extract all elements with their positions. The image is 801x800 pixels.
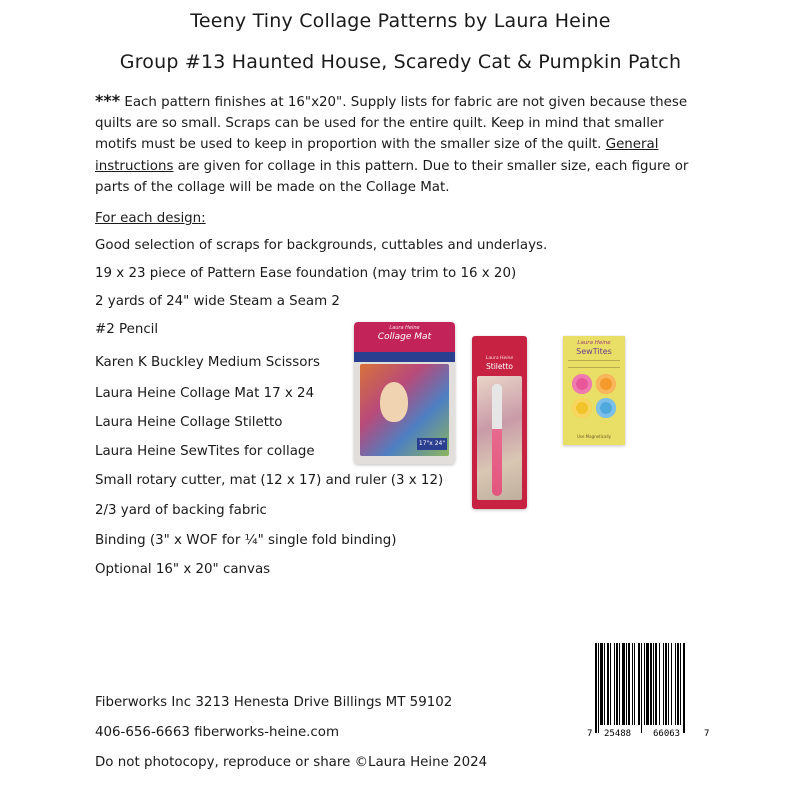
orange-flower-icon: [596, 374, 616, 394]
intro-paragraph: [95, 90, 695, 198]
barcode-bar: [675, 643, 676, 725]
supply-item: Optional 16" x 20" canvas: [95, 562, 271, 577]
barcode-bar: [610, 643, 611, 725]
barcode-bar: [604, 643, 605, 725]
barcode-bar: [644, 643, 645, 725]
supply-item: Binding (3" x WOF for ¼" single fold binding): [95, 533, 397, 548]
collage-mat-brand: Laura Heine: [389, 325, 420, 331]
barcode-bar: [619, 643, 620, 725]
collage-mat-name: Collage Mat: [377, 332, 432, 342]
barcode-bar: [680, 643, 681, 725]
supplies-heading: For each design:: [95, 211, 206, 226]
supply-item: Small rotary cutter, mat (12 x 17) and ruler (3 x 12): [95, 473, 444, 488]
supply-item: Good selection of scraps for backgrounds, cuttables and underlays.: [95, 238, 548, 253]
barcode-bar: [641, 643, 642, 733]
publisher-address: Fiberworks Inc 3213 Henesta Drive Billings MT 59102: [95, 695, 453, 710]
pattern-subtitle: Group #13 Haunted House, Scaredy Cat & Pumpkin Patch: [119, 51, 682, 73]
pink-flower-icon: [572, 374, 592, 394]
publisher-contact[interactable]: 406-656-6663 fiberworks-heine.com: [95, 725, 340, 740]
barcode-bar: [614, 643, 615, 725]
barcode-bar: [638, 643, 640, 725]
barcode-bar: [683, 643, 685, 733]
supply-item: Karen K Buckley Medium Scissors: [95, 355, 320, 370]
barcode-bar: [650, 643, 652, 725]
blue-flower-icon: [596, 398, 616, 418]
barcode-digits-left: 25488: [604, 729, 632, 739]
copyright-notice: Do not photocopy, reproduce or share ©Laura Heine 2024: [95, 755, 488, 770]
intro-stars: ***: [95, 91, 121, 110]
supply-item: Laura Heine SewTites for collage: [95, 444, 315, 459]
yellow-flower-icon: [572, 398, 592, 418]
barcode-bar: [626, 643, 627, 725]
barcode-bar: [628, 643, 630, 725]
general-instructions-link[interactable]: General instructions: [95, 137, 659, 174]
barcode-bar: [671, 643, 672, 725]
stiletto-name: Stiletto: [486, 362, 513, 371]
supply-item: #2 Pencil: [95, 322, 159, 337]
barcode-bar: [600, 643, 603, 725]
barcode-digits-right: 66063: [653, 729, 681, 739]
barcode-digit-first: 7: [587, 729, 593, 739]
sewtites-footnote: Use Magnetically: [576, 434, 612, 439]
pattern-title: Teeny Tiny Collage Patterns by Laura Heine: [190, 10, 611, 32]
sewtites-name: SewTites: [576, 347, 612, 356]
supply-item: Laura Heine Collage Mat 17 x 24: [95, 386, 315, 401]
barcode-bar: [659, 643, 660, 725]
barcode-bar: [653, 643, 654, 725]
barcode-bar: [663, 643, 664, 725]
sewtites-image: [563, 336, 625, 445]
barcode-bar: [646, 643, 649, 725]
barcode-bars: [587, 643, 712, 733]
barcode-bar: [677, 643, 679, 725]
collage-mat-strip: [354, 352, 455, 362]
barcode-digit-last: 7: [704, 729, 710, 739]
barcode-bar: [607, 643, 609, 725]
sewtites-brand: Laura Heine: [577, 340, 611, 346]
barcode-bar: [632, 643, 633, 725]
barcode-bar: [634, 643, 635, 725]
supply-item: 2 yards of 24" wide Steam a Seam 2: [95, 294, 340, 309]
intro-text-part2: are given for collage in this pattern. Due to their smaller size, each figure or parts of the collage will be made on the Collage Mat.: [95, 158, 689, 195]
intro-text-part1: Each pattern finishes at 16"x20". Supply lists for fabric are not given because these quilts are so small. Scraps can be used for the entire quilt. Keep in mind that smaller motifs must be used to keep in proportion with the smaller size of the quilt.: [95, 95, 688, 153]
barcode-bar: [598, 643, 599, 733]
collage-face: [380, 382, 408, 422]
supply-item: 2/3 yard of backing fabric: [95, 503, 267, 518]
supply-item: 19 x 23 piece of Pattern Ease foundation (may trim to 16 x 20): [95, 266, 517, 281]
barcode-bar: [655, 643, 657, 725]
barcode-bar: [622, 643, 625, 725]
stiletto-image: [472, 336, 527, 509]
barcode-bar: [595, 643, 597, 733]
stiletto-tool-icon: [492, 384, 502, 496]
barcode: [587, 643, 712, 743]
supply-item: Laura Heine Collage Stiletto: [95, 415, 283, 430]
barcode-bar: [665, 643, 667, 725]
barcode-bar: [616, 643, 618, 725]
collage-mat-size: 17"x 24": [417, 438, 447, 450]
collage-mat-image: [354, 322, 455, 464]
stiletto-brand: Laura Heine: [485, 356, 514, 361]
barcode-bar: [668, 643, 669, 725]
sewtites-description: [568, 360, 620, 368]
